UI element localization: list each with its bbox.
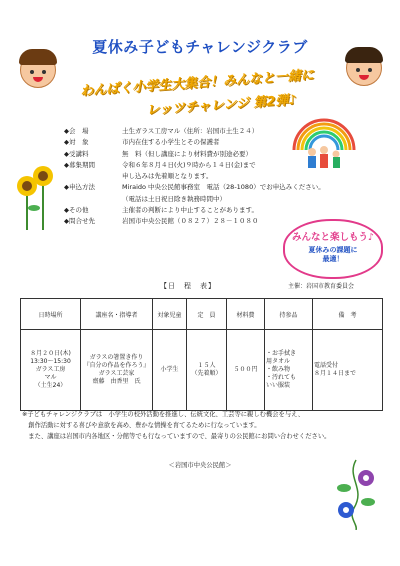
header-course: 講座名・指導者 <box>81 299 153 330</box>
header-items: 持参品 <box>265 299 313 330</box>
header-target: 対象児童 <box>153 299 187 330</box>
info-value: Miraido 中央公民館事務室 電話（28-1080）でお申込みください。 <box>122 183 325 192</box>
note-line: また、講座は岩国市内各地区・分館等でも行なっていますので、最寄りの公民館にお問い合わせください。 <box>22 433 331 440</box>
info-label: ◆その他 <box>64 206 89 215</box>
cell-capacity <box>187 330 227 411</box>
item-line: ・飲み物 <box>266 366 291 373</box>
header-capacity: 定 員 <box>187 299 227 330</box>
table-row <box>21 330 383 411</box>
page-title: 夏休み子どもチャレンジクラブ <box>92 38 308 56</box>
event-info <box>64 126 325 228</box>
host-label: 主催：岩国市教育委員会 <box>288 283 355 290</box>
course-line: 『自分の作品を作ろう』 <box>83 362 150 369</box>
capacity-line: （先着順） <box>191 370 222 377</box>
item-line: 用タオル <box>266 358 291 365</box>
cell-course <box>81 330 153 411</box>
info-label: ◆募集期間 <box>64 160 95 169</box>
cell-fee: ５００円 <box>227 330 265 411</box>
datetime-line: 13:30〜15:30 <box>30 358 71 365</box>
header-fee: 材料費 <box>227 299 265 330</box>
callout-bubble <box>283 219 383 279</box>
course-line: ガラス工芸家 <box>98 370 135 377</box>
remarks-line: ８月１４日まで <box>314 370 357 377</box>
info-label <box>64 171 122 182</box>
info-label: ◆問合せ先 <box>64 217 95 226</box>
item-line: ・お手拭き <box>266 350 297 357</box>
sunflower-icon <box>12 160 56 230</box>
info-value: （電話は土日祝日除き執務時間中） <box>122 194 226 203</box>
info-value: 無 料（但し講座により材料費が別途必要） <box>122 149 252 158</box>
schedule-table <box>20 298 383 411</box>
bubble-line-2: 夏休みの課題に <box>308 246 358 254</box>
datetime-line: ガラス工房 <box>35 366 66 373</box>
info-label: ◆対 象 <box>64 138 89 147</box>
header-datetime: 日時場所 <box>21 299 81 330</box>
item-line: いい服装 <box>266 382 291 389</box>
info-label: ◆会 場 <box>64 127 89 135</box>
info-label <box>64 194 122 205</box>
info-value: 岩国市中央公民館（０８２７）２８－１０８０ <box>122 217 259 226</box>
capacity-line: １５人 <box>197 362 216 369</box>
subtitle-line-1: わんぱく小学生大集合！みんなと一緒に <box>79 67 315 100</box>
remarks-line: 電話受付 <box>314 362 339 369</box>
header-remarks: 備 考 <box>313 299 383 330</box>
kid-face-left-icon <box>20 52 56 88</box>
info-label: ◆受講料 <box>64 149 89 158</box>
info-value: 申し込みは先着順となります。 <box>122 172 213 181</box>
notes <box>22 409 330 442</box>
info-label: ◆申込方法 <box>64 183 95 192</box>
note-line: ※子どもチャレンジクラブは 小学生の校外活動を推進し、伝統文化、工芸等に親しむ機会を与え、 <box>22 411 305 418</box>
info-value: 令和６年８月４日(火)９時から１４日(金)まで <box>122 160 256 169</box>
datetime-line: マル <box>44 374 57 381</box>
cell-datetime <box>21 330 81 411</box>
cell-items <box>265 330 313 411</box>
datetime-line: ８月２０日(木) <box>30 350 71 357</box>
bubble-headline: みんなと楽しもう♪ <box>291 232 375 243</box>
bubble-line-3: 最適！ <box>322 255 344 263</box>
morning-glory-icon <box>326 458 386 530</box>
footer-organization: ＜岩国市中央公民館＞ <box>168 462 232 469</box>
info-value: 市内在住する小学生とその保護者 <box>122 138 220 147</box>
course-line: 齋藤 由香里 氏 <box>92 378 141 385</box>
cell-target: 小学生 <box>153 330 187 411</box>
table-header-row <box>21 299 383 330</box>
course-line: ガラスの箸置き作り <box>89 354 144 361</box>
datetime-line: （土生24） <box>34 382 67 389</box>
schedule-label: 【日 程 表】 <box>160 282 216 290</box>
info-value: 土生ガラス工房マル（住所：岩国市土生２４） <box>122 127 259 135</box>
subtitle-line-2: レッツチャレンジ 第2弾♪ <box>145 92 298 119</box>
info-value: 主催者の判断により中止することがあります。 <box>122 206 258 215</box>
item-line: ・汚れても <box>266 374 297 381</box>
note-line: 創作活動に対する喜びや意欲を高め、豊かな情操を育てるために行なっています。 <box>22 422 261 429</box>
cell-remarks <box>313 330 383 411</box>
